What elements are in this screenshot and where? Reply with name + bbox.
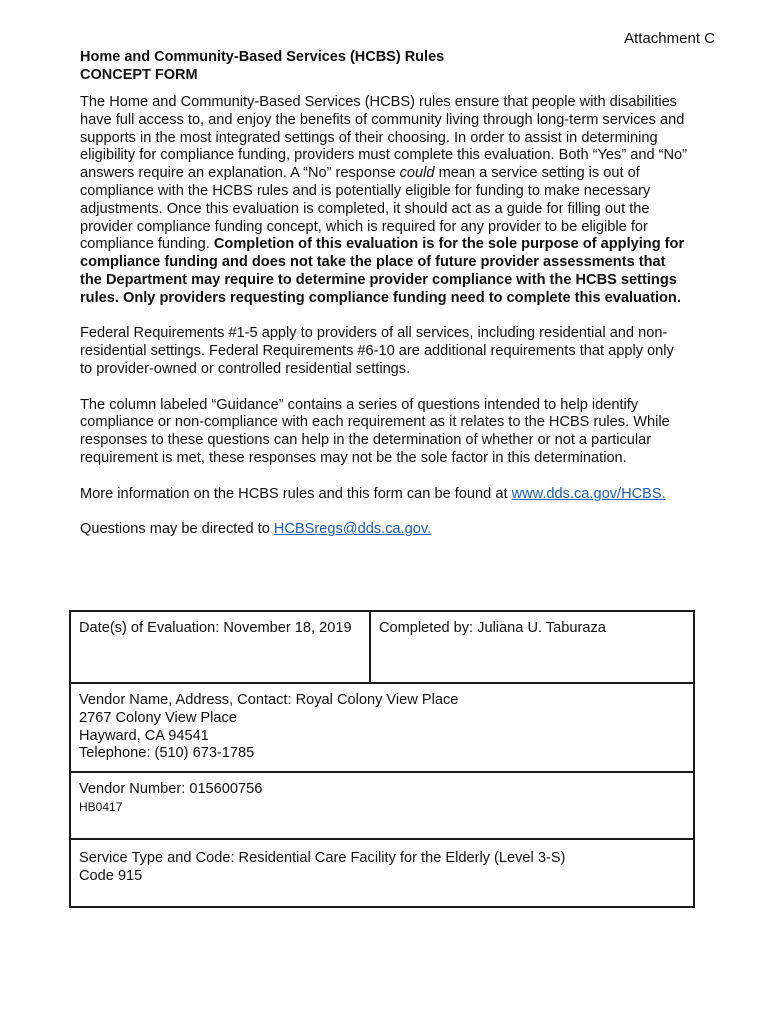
more-info-text: More information on the HCBS rules and this form can be found at [80,485,512,502]
intro-text-1: The Home and Community-Based Services (HCBS) rules ensure that people with disabilities have full access to, and enjoy the benefits of community living through long-term services and supports in the most integrated settings of their choosing. In order to assist in determining eligibility for compliance funding, providers must complete this evaluation. Both “Yes” and “No” answers require an explanation. A “No” response [80,94,688,182]
vendor-number: Vendor Number: 015600756 [79,781,263,798]
vendor-number-cell [70,772,694,839]
vendor-street: 2767 Colony View Place [79,709,237,726]
vendor-name: Vendor Name, Address, Contact: Royal Colony View Place [79,692,459,708]
intro-italic-text: could [399,165,435,182]
completed-by: Completed by: Juliana U. Taburaza [379,620,606,636]
federal-requirements-paragraph: Federal Requirements #1-5 apply to providers of all services, including residential and non-residential settings. Federal Requirements #6-10 are additional requirements that apply only to provider-owned or controlled residential settings. [80,325,674,377]
intro-text-2: mean a service setting is out of compliance with the HCBS rules and is potentially eligible for funding to make necessary adjustments. Once this evaluation is completed, it should act as a guide for filling out the provider compliance funding concept, which is required for any provider to be eligible for compliance funding. [80,165,651,253]
service-type: Service Type and Code: Residential Care Facility for the Elderly (Level 3-S) [79,850,566,867]
document-subtitle: CONCEPT FORM [80,67,198,83]
questions-text: Questions may be directed to [80,521,274,538]
vendor-info-cell [70,683,694,772]
guidance-paragraph: The column labeled “Guidance” contains a series of questions intended to help identify compliance or non-compliance with each requirement as it relates to the HCBS rules. While responses to these questions can help in the determination of whether or not a particular requirement is met, these responses may not be the sole factor in this determination. [80,396,670,466]
document-title: Home and Community-Based Services (HCBS) Rules [80,49,445,65]
more-info-paragraph [80,486,690,504]
vendor-telephone: Telephone: (510) 673-1785 [79,745,255,762]
intro-paragraph [80,94,690,308]
document-header [80,48,444,84]
service-code: Code 915 [79,867,143,884]
intro-bold-text: Completion of this evaluation is for the sole purpose of applying for compliance funding and does not take the place of future provider assessments that the Department may require to determine provider compliance with the HCBS settings rules. Only providers requesting compliance funding need to complete this evaluation. [80,236,685,306]
vendor-city: Hayward, CA 94541 [79,727,209,744]
evaluation-date: Date(s) of Evaluation: November 18, 2019 [79,620,352,636]
evaluation-info-table [69,610,695,908]
document-body [80,94,690,557]
hcbs-email-link[interactable]: HCBSregs@dds.ca.gov. [273,521,432,538]
service-type-cell [70,839,694,907]
hcbs-website-link[interactable]: www.dds.ca.gov/HCBS. [511,485,666,502]
attachment-label: Attachment C [624,30,715,47]
completed-by-cell [370,611,694,683]
vendor-code: HB0417 [79,799,123,814]
questions-paragraph [80,521,690,539]
evaluation-date-cell [70,611,370,683]
